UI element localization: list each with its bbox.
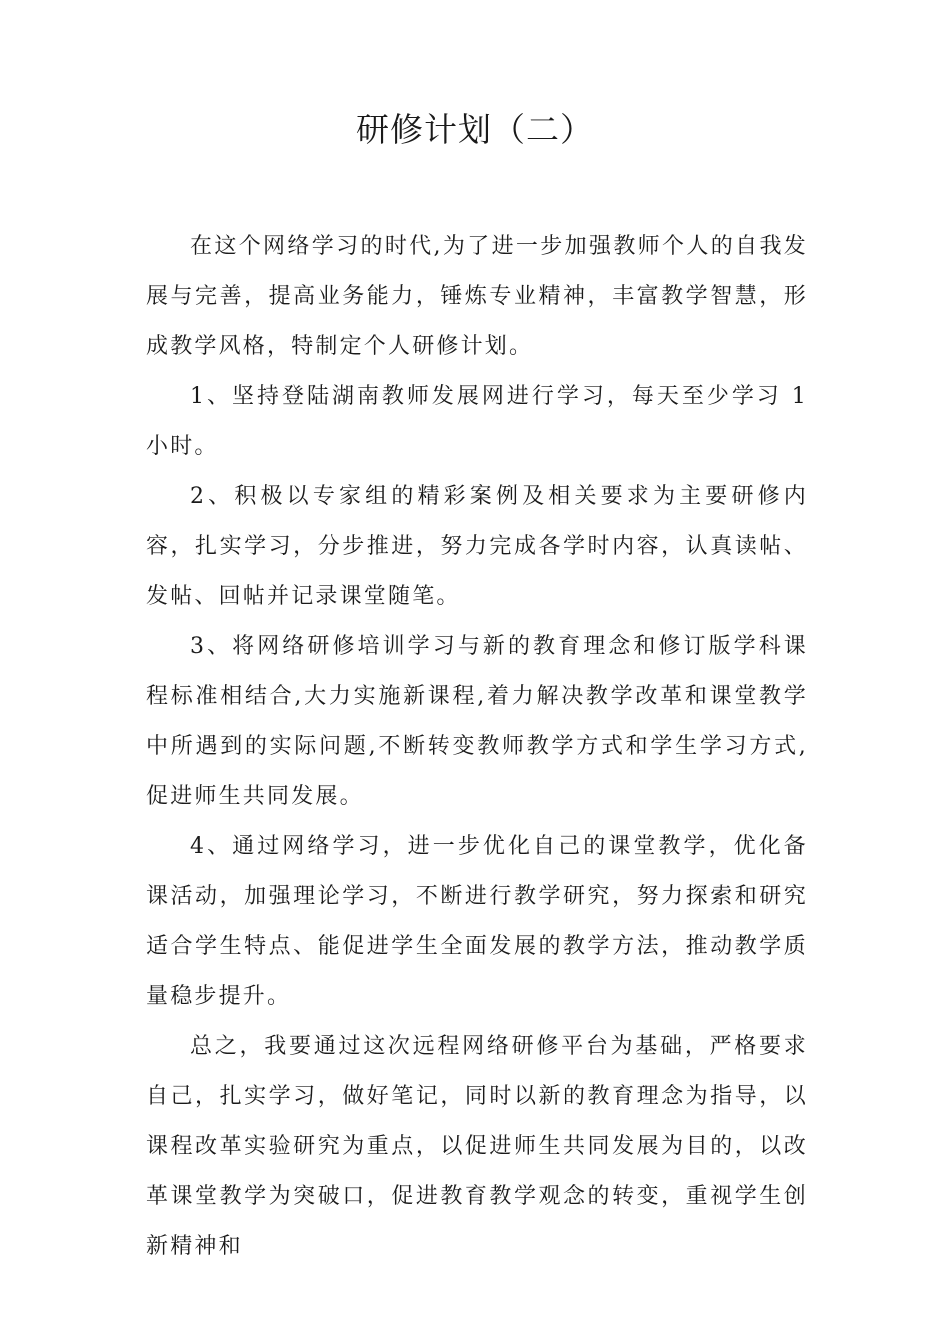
paragraph-item-1: 1、坚持登陆湖南教师发展网进行学习，每天至少学习 1 小时。: [146, 384, 808, 459]
document-title: 研修计划（二）: [356, 110, 594, 149]
paragraph-item-2: 2、积极以专家组的精彩案例及相关要求为主要研修内容，扎实学习，分步推进，努力完成各学时内容，认真读帖、发帖、回帖并记录课堂随笔。: [146, 484, 808, 609]
paragraph-summary: 总之，我要通过这次远程网络研修平台为基础，严格要求自己，扎实学习，做好笔记，同时以新的教育理念为指导，以课程改革实验研究为重点，以促进师生共同发展为目的，以改革课堂教学为突破口，促进教育教学观念的转变，重视学生创新精神和: [146, 1034, 808, 1259]
paragraph-intro: 在这个网络学习的时代,为了进一步加强教师个人的自我发展与完善，提高业务能力，锤炼专业精神，丰富教学智慧，形成教学风格，特制定个人研修计划。: [146, 234, 808, 359]
document-body: [146, 222, 808, 1272]
paragraph-item-4: 4、通过网络学习，进一步优化自己的课堂教学，优化备课活动，加强理论学习，不断进行教学研究，努力探索和研究适合学生特点、能促进学生全面发展的教学方法，推动教学质量稳步提升。: [146, 834, 808, 1009]
paragraph-item-3: 3、将网络研修培训学习与新的教育理念和修订版学科课程标准相结合,大力实施新课程,着力解决教学改革和课堂教学中所遇到的实际问题,不断转变教师教学方式和学生学习方式,促进师生共同发展。: [146, 634, 808, 809]
